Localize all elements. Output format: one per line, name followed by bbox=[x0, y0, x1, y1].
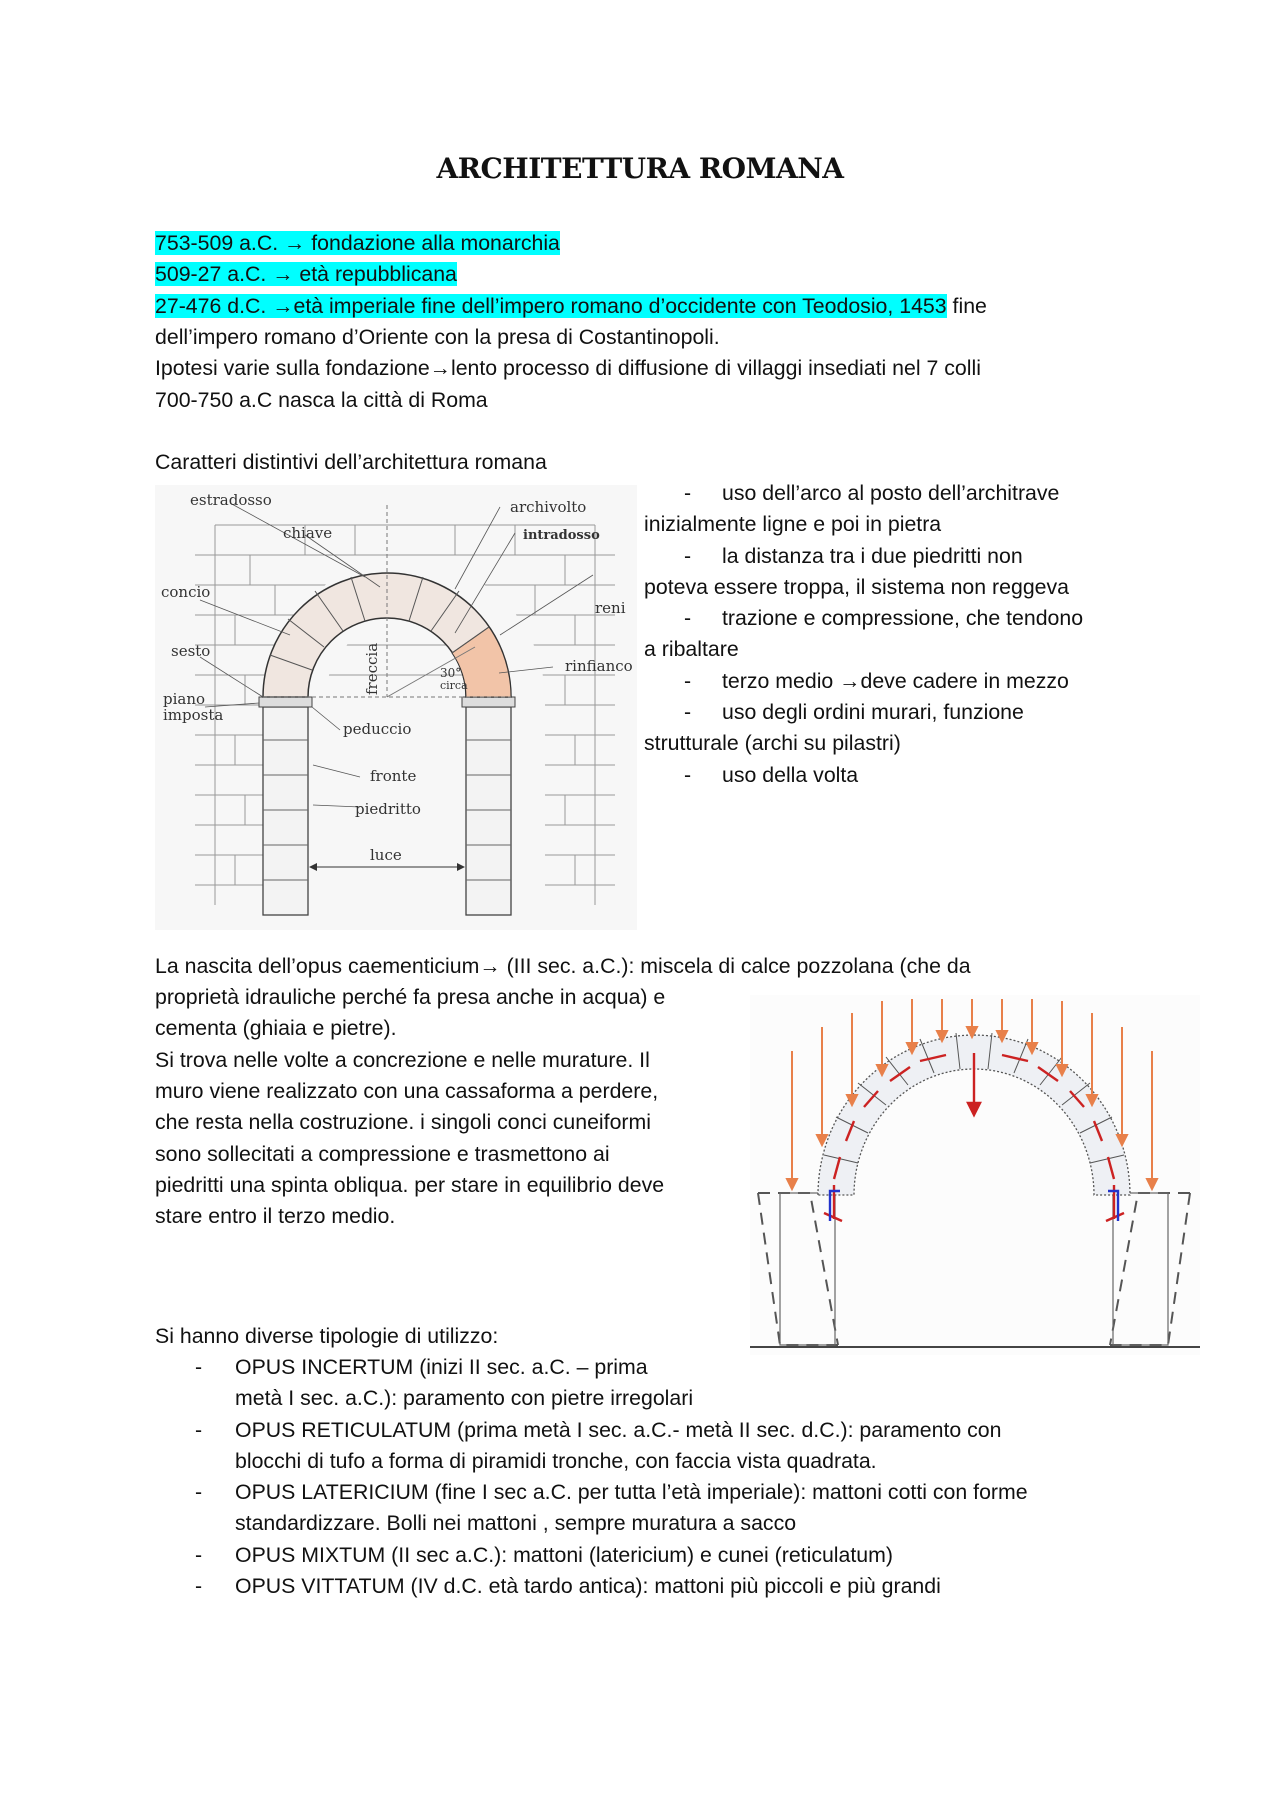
list-item-cont: poteva essere troppa, il sistema non reggeva bbox=[644, 574, 1070, 599]
label-estradosso: estradosso bbox=[190, 491, 272, 509]
opus-line-1: La nascita dell’opus caementicium→ (III sec. a.C.): miscela di calce pozzolana (che da bbox=[155, 954, 971, 978]
timeline-line-2: 509-27 a.C. → età repubblicana bbox=[155, 262, 457, 286]
opus-line-4: Si trova nelle volte a concrezione e nelle murature. Il bbox=[155, 1048, 650, 1072]
opus-line-8: piedritti una spinta obliqua. per stare in equilibrio deve bbox=[155, 1173, 665, 1197]
list-item: - uso dell’arco al posto dell’architrave bbox=[684, 481, 1060, 505]
label-peduccio: peduccio bbox=[343, 720, 412, 738]
intro-line-3: 700-750 a.C nasca la città di Roma bbox=[155, 388, 488, 412]
characters-list bbox=[644, 478, 1164, 791]
opus-line-3: cementa (ghiaia e pietre). bbox=[155, 1016, 397, 1040]
label-intradosso: intradosso bbox=[523, 528, 600, 543]
characters-heading: Caratteri distintivi dell’architettura romana bbox=[155, 450, 547, 474]
types-heading: Si hanno diverse tipologie di utilizzo: bbox=[155, 1324, 499, 1348]
label-fronte: fronte bbox=[370, 767, 417, 785]
list-item-cont: strutturale (archi su pilastri) bbox=[644, 731, 901, 756]
timeline-line-1: 753-509 a.C. → fondazione alla monarchia bbox=[155, 231, 560, 255]
label-circa: circa bbox=[440, 679, 468, 692]
timeline-line-3: 27-476 d.C. →età imperiale fine dell’impero romano d’occidente con Teodosio, 1453 fine bbox=[155, 294, 987, 318]
label-angle: 30° bbox=[440, 666, 462, 680]
page-title: ARCHITETTURA ROMANA bbox=[436, 152, 844, 185]
arch-forces-diagram bbox=[750, 995, 1200, 1355]
opus-line-2: proprietà idrauliche perché fa presa anche in acqua) e bbox=[155, 985, 666, 1009]
intro-line-1: dell’impero romano d’Oriente con la presa di Costantinopoli. bbox=[155, 325, 720, 349]
list-item-cont: inizialmente ligne e poi in pietra bbox=[644, 512, 942, 537]
label-sesto: sesto bbox=[171, 642, 211, 660]
label-luce: luce bbox=[370, 846, 402, 864]
label-archivolto: archivolto bbox=[510, 498, 587, 516]
list-item: - OPUS LATERICIUM (fine I sec a.C. per tutta l’età imperiale): mattoni cotti con forme standardizzare. Bolli nei mattoni , sempre muratura a sacco bbox=[195, 1480, 1028, 1536]
list-item: - la distanza tra i due piedritti non bbox=[684, 543, 1023, 568]
list-item: - OPUS RETICULATUM (prima metà I sec. a.C.- metà II sec. d.C.): paramento con blocchi di tufo a forma di piramidi tronche, con faccia vista quadrata. bbox=[195, 1417, 1002, 1473]
opus-line-5: muro viene realizzato con una cassaforma a perdere, bbox=[155, 1079, 659, 1103]
list-item: - terzo medio →deve cadere in mezzo bbox=[684, 668, 1069, 693]
label-chiave: chiave bbox=[283, 524, 333, 542]
opus-line-6: che resta nella costruzione. i singoli conci cuneiformi bbox=[155, 1110, 651, 1134]
label-reni: reni bbox=[595, 599, 626, 617]
types-list bbox=[155, 1352, 1155, 1602]
list-item: - OPUS VITTATUM (IV d.C. età tardo antica): mattoni più piccoli e più grandi bbox=[195, 1574, 941, 1599]
label-freccia: freccia bbox=[363, 642, 381, 695]
list-item: - trazione e compressione, che tendono bbox=[684, 606, 1084, 631]
label-piano: piano bbox=[163, 690, 206, 708]
opus-line-9: stare entro il terzo medio. bbox=[155, 1204, 396, 1228]
label-imposta: imposta bbox=[163, 706, 224, 724]
list-item-cont: a ribaltare bbox=[644, 637, 739, 662]
label-piedritto: piedritto bbox=[355, 800, 421, 818]
opus-line-7: sono sollecitati a compressione e trasmettono ai bbox=[155, 1142, 610, 1166]
list-item: - uso degli ordini murari, funzione bbox=[684, 700, 1024, 725]
list-item: - OPUS INCERTUM (inizi II sec. a.C. – prima metà I sec. a.C.): paramento con pietre irregolari bbox=[195, 1355, 694, 1411]
arch-anatomy-diagram bbox=[155, 485, 637, 930]
intro-line-2: Ipotesi varie sulla fondazione→lento processo di diffusione di villaggi insediati nel 7 colli bbox=[155, 356, 981, 380]
label-rinfianco: rinfianco bbox=[565, 657, 633, 675]
list-item: - uso della volta bbox=[684, 762, 859, 787]
label-concio: concio bbox=[161, 583, 211, 601]
list-item: - OPUS MIXTUM (II sec a.C.): mattoni (latericium) e cunei (reticulatum) bbox=[195, 1542, 893, 1567]
